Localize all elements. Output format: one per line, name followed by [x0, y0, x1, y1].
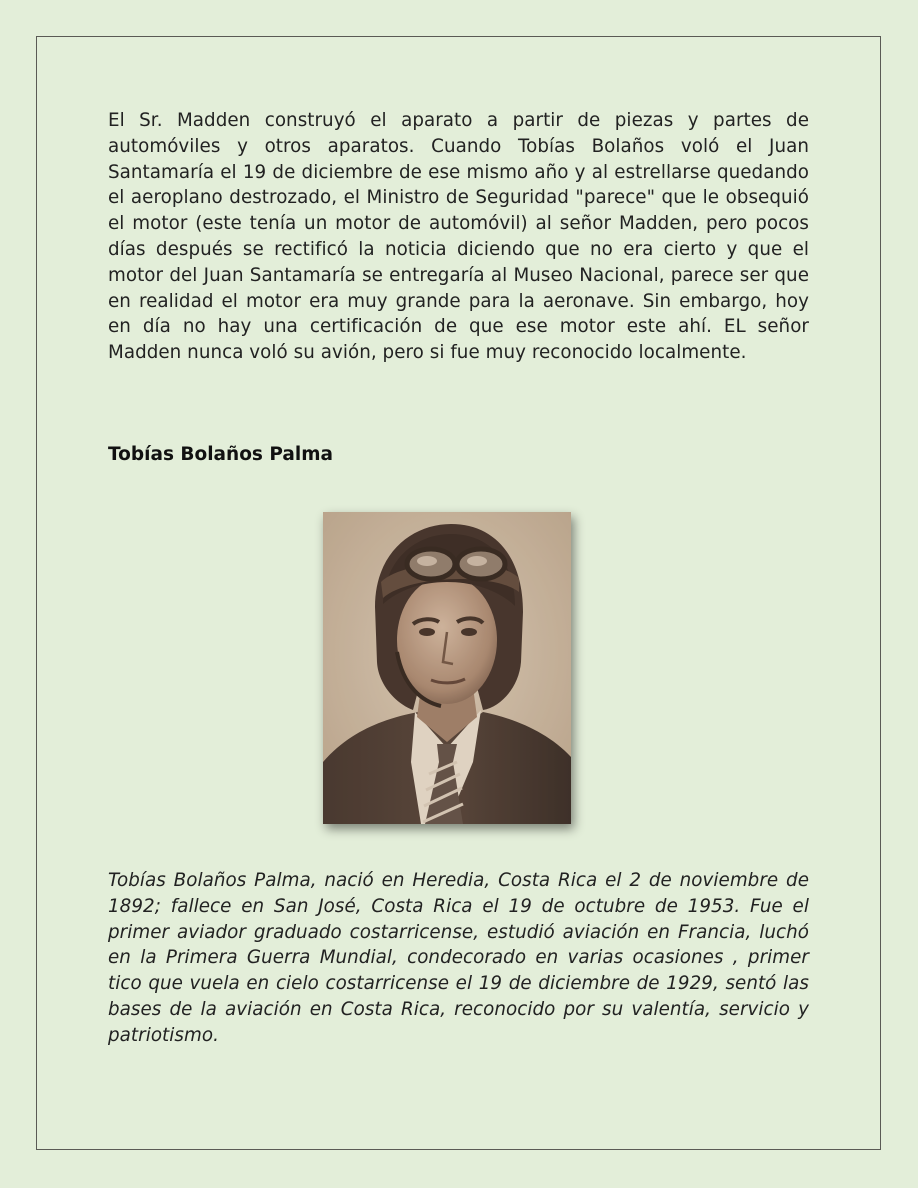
portrait-caption: Tobías Bolaños Palma, nació en Heredia, Costa Rica el 2 de noviembre de 1892; fallece en San José, Costa Rica el 19 de octubre de 1953. Fue el primer aviador graduado costarricense, estudió aviación en Francia, luchó en la Primera Guerra Mundial, condecorado en varias ocasiones , primer tico que vuela en cielo costarricense el 19 de diciembre de 1929, sentó las bases de la aviación en Costa Rica, reconocido por su valentía, servicio y patriotismo. — [108, 870, 809, 1046]
body-paragraph: El Sr. Madden construyó el aparato a partir de piezas y partes de automóviles y otros aparatos. Cuando Tobías Bolaños voló el Juan Santamaría el 19 de diciembre de ese mismo año y al estrellarse quedando el aeroplano destrozado, el Ministro de Seguridad "parece" que le obsequió el motor (este tenía un motor de automóvil) al señor Madden, pero pocos días después se rectificó la noticia diciendo que no era cierto y que el motor del Juan Santamaría se entregaría al Museo Nacional, parece ser que en realidad el motor era muy grande para la aeronave. Sin embargo, hoy en día no hay una certificación de que ese motor este ahí. EL señor Madden nunca voló su avión, pero si fue muy reconocido localmente. — [108, 110, 809, 364]
section-heading: Tobías Bolaños Palma — [108, 444, 334, 465]
aviator-portrait — [323, 512, 571, 824]
portrait-photo-icon — [323, 512, 571, 824]
